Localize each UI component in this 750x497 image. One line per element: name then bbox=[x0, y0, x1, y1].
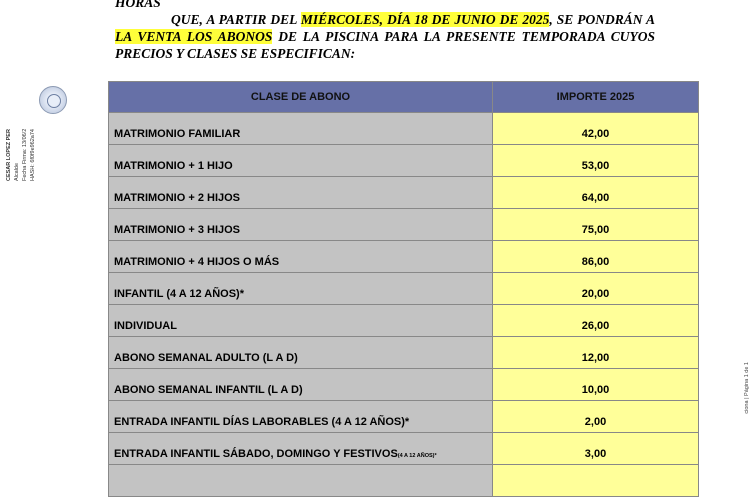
row-name: ABONO SEMANAL ADULTO (L A D) bbox=[109, 337, 493, 369]
row-name: MATRIMONIO + 1 HIJO bbox=[109, 145, 493, 177]
row-name-text: ENTRADA INFANTIL SÁBADO, DOMINGO Y FESTIVOS bbox=[114, 448, 398, 460]
table-row bbox=[109, 305, 699, 337]
column-header-clase: CLASE DE ABONO bbox=[109, 82, 493, 113]
signature-sidebar bbox=[0, 0, 90, 440]
row-price: 26,00 bbox=[493, 305, 699, 337]
row-price: 2,00 bbox=[493, 401, 699, 433]
table-row bbox=[109, 433, 699, 465]
row-name: MATRIMONIO + 3 HIJOS bbox=[109, 209, 493, 241]
page-footer-text: ciona | Página 1 de 1 bbox=[744, 362, 750, 414]
signature-line: HASH: 6f0f9e962a74 bbox=[30, 129, 36, 181]
row-price: 64,00 bbox=[493, 177, 699, 209]
row-price: 42,00 bbox=[493, 113, 699, 145]
row-name: ENTRADA INFANTIL DÍAS LABORABLES (4 A 12 AÑOS)* bbox=[109, 401, 493, 433]
row-price: 3,00 bbox=[493, 433, 699, 465]
official-seal-icon bbox=[39, 86, 67, 114]
table-row bbox=[109, 401, 699, 433]
table-header-row bbox=[109, 82, 699, 113]
column-header-importe: IMPORTE 2025 bbox=[493, 82, 699, 113]
sale-highlight: LA VENTA LOS ABONOS bbox=[115, 29, 273, 44]
row-price: 75,00 bbox=[493, 209, 699, 241]
row-name: ABONO SEMANAL INFANTIL (L A D) bbox=[109, 369, 493, 401]
row-name: INDIVIDUAL bbox=[109, 305, 493, 337]
row-name-note: (4 A 12 AÑOS)* bbox=[397, 453, 437, 459]
row-name: INFANTIL (4 A 12 AÑOS)* bbox=[109, 273, 493, 305]
table-row bbox=[109, 465, 699, 497]
row-name bbox=[109, 465, 493, 497]
row-price: 20,00 bbox=[493, 273, 699, 305]
row-price bbox=[493, 465, 699, 497]
table-row bbox=[109, 337, 699, 369]
row-price: 12,00 bbox=[493, 337, 699, 369]
row-name bbox=[109, 433, 493, 465]
row-name: MATRIMONIO FAMILIAR bbox=[109, 113, 493, 145]
date-highlight: MIÉRCOLES, DÍA 18 DE JUNIO DE 2025 bbox=[300, 12, 550, 27]
paragraph-text: QUE, A PARTIR DEL bbox=[171, 12, 301, 27]
row-price: 86,00 bbox=[493, 241, 699, 273]
row-name: MATRIMONIO + 4 HIJOS O MÁS bbox=[109, 241, 493, 273]
table-row bbox=[109, 369, 699, 401]
announcement-paragraph bbox=[115, 11, 655, 62]
paragraph-text: , SE PONDRÁN A bbox=[549, 12, 655, 27]
signature-line: Fecha Firma: 13/06/2 bbox=[22, 128, 28, 181]
row-price: 53,00 bbox=[493, 145, 699, 177]
table-row bbox=[109, 145, 699, 177]
signature-line: Alcalde bbox=[14, 162, 20, 181]
signature-line: CESAR LOPEZ PER bbox=[6, 129, 12, 181]
row-price: 10,00 bbox=[493, 369, 699, 401]
heading-fragment: HORAS bbox=[115, 0, 161, 10]
table-row bbox=[109, 177, 699, 209]
prices-table bbox=[108, 81, 699, 497]
table-row bbox=[109, 113, 699, 145]
table-row bbox=[109, 209, 699, 241]
paragraph-text: DE LA PISCINA PARA LA PRESENTE TEMPORADA CUYOS PRECIOS Y CLASES SE ESPECIFICAN: bbox=[115, 29, 655, 61]
table-row bbox=[109, 273, 699, 305]
signature-text bbox=[5, 11, 37, 181]
row-name: MATRIMONIO + 2 HIJOS bbox=[109, 177, 493, 209]
table-row bbox=[109, 241, 699, 273]
